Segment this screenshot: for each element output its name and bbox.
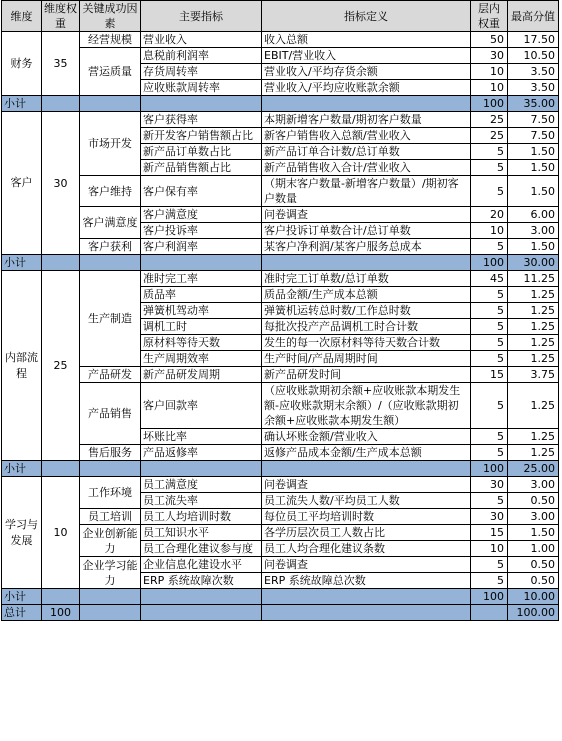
inner-weight-cell: 5 [471, 239, 508, 255]
subtotal-weight: 100 [471, 589, 508, 605]
table-row [2, 445, 559, 461]
inner-weight-cell: 5 [471, 573, 508, 589]
table-row [2, 557, 559, 573]
max-score-cell: 1.25 [508, 335, 559, 351]
definition-cell: 每位员工平均培训时数 [262, 509, 471, 525]
definition-cell: 返修产品成本金额/生产成本总额 [262, 445, 471, 461]
factor-cell: 产品研发 [80, 367, 141, 383]
factor-cell: 售后服务 [80, 445, 141, 461]
dim-weight-cell: 30 [42, 112, 80, 255]
indicator-cell: 员工合理化建议参与度 [141, 541, 262, 557]
definition-cell: 每批次投产产品调机工时合计数 [262, 319, 471, 335]
factor-cell: 生产制造 [80, 271, 141, 367]
table-row [2, 112, 559, 128]
indicator-cell: 新产品订单数占比 [141, 144, 262, 160]
factor-cell: 工作环境 [80, 477, 141, 509]
indicator-cell: 存货周转率 [141, 64, 262, 80]
inner-weight-cell: 5 [471, 351, 508, 367]
table-row [2, 32, 559, 48]
max-score-cell: 1.25 [508, 303, 559, 319]
total-dim-weight: 100 [42, 605, 80, 621]
max-score-cell: 1.50 [508, 239, 559, 255]
indicator-cell: 质品率 [141, 287, 262, 303]
inner-weight-cell: 30 [471, 48, 508, 64]
definition-cell: 各学历层次员工人数占比 [262, 525, 471, 541]
definition-cell: 员工人均合理化建议条数 [262, 541, 471, 557]
max-score-cell: 7.50 [508, 112, 559, 128]
definition-cell: 问卷调查 [262, 477, 471, 493]
definition-cell: 营业收入/平均存货余额 [262, 64, 471, 80]
max-score-cell: 1.25 [508, 445, 559, 461]
inner-weight-cell: 5 [471, 160, 508, 176]
max-score-cell: 1.50 [508, 525, 559, 541]
inner-weight-cell: 50 [471, 32, 508, 48]
max-score-cell: 1.25 [508, 351, 559, 367]
indicator-cell: 息税前利润率 [141, 48, 262, 64]
max-score-cell: 0.50 [508, 557, 559, 573]
total-label: 总计 [2, 605, 42, 621]
definition-cell: 问卷调查 [262, 557, 471, 573]
factor-cell: 产品销售 [80, 383, 141, 445]
header-row [2, 1, 559, 32]
definition-cell: 本期新增客户数量/期初客户数量 [262, 112, 471, 128]
table-row [2, 477, 559, 493]
max-score-cell: 0.50 [508, 573, 559, 589]
dim-weight-cell: 25 [42, 271, 80, 461]
subtotal-row [2, 461, 559, 477]
indicator-cell: 客户利润率 [141, 239, 262, 255]
inner-weight-cell: 5 [471, 176, 508, 207]
indicator-cell: 原材料等待天数 [141, 335, 262, 351]
max-score-cell: 3.50 [508, 80, 559, 96]
indicator-cell: 弹簧机驾动率 [141, 303, 262, 319]
max-score-cell: 3.00 [508, 223, 559, 239]
header-factor: 关键成功因素 [80, 1, 141, 32]
factor-cell: 客户获利 [80, 239, 141, 255]
max-score-cell: 1.25 [508, 383, 559, 429]
indicator-cell: 调机工时 [141, 319, 262, 335]
subtotal-label: 小计 [2, 461, 42, 477]
dim-weight-cell: 35 [42, 32, 80, 96]
max-score-cell: 3.75 [508, 367, 559, 383]
header-dim-weight: 维度权重 [42, 1, 80, 32]
subtotal-label: 小计 [2, 589, 42, 605]
max-score-cell: 1.50 [508, 160, 559, 176]
inner-weight-cell: 10 [471, 541, 508, 557]
table-row [2, 525, 559, 541]
inner-weight-cell: 5 [471, 303, 508, 319]
definition-cell: 客户投诉订单数合计/总订单数 [262, 223, 471, 239]
definition-cell: 收入总额 [262, 32, 471, 48]
subtotal-score: 30.00 [508, 255, 559, 271]
definition-cell: 新产品研发时间 [262, 367, 471, 383]
indicator-cell: 客户回款率 [141, 383, 262, 429]
total-score: 100.00 [508, 605, 559, 621]
definition-cell: 问卷调查 [262, 207, 471, 223]
subtotal-row [2, 255, 559, 271]
table-row [2, 239, 559, 255]
dimension-cell: 内部流程 [2, 271, 42, 461]
max-score-cell: 1.25 [508, 429, 559, 445]
dim-weight-cell: 10 [42, 477, 80, 589]
definition-cell: ERP 系统故障总次数 [262, 573, 471, 589]
max-score-cell: 7.50 [508, 128, 559, 144]
inner-weight-cell: 5 [471, 383, 508, 429]
definition-cell: 新产品销售收入合计/营业收入 [262, 160, 471, 176]
factor-cell: 市场开发 [80, 112, 141, 176]
definition-cell: EBIT/营业收入 [262, 48, 471, 64]
table-row [2, 367, 559, 383]
inner-weight-cell: 15 [471, 525, 508, 541]
inner-weight-cell: 5 [471, 287, 508, 303]
max-score-cell: 0.50 [508, 493, 559, 509]
definition-cell: 某客户净利润/某客户服务总成本 [262, 239, 471, 255]
factor-cell: 员工培训 [80, 509, 141, 525]
definition-cell: 新产品订单合计数/总订单数 [262, 144, 471, 160]
max-score-cell: 6.00 [508, 207, 559, 223]
indicator-cell: 客户满意度 [141, 207, 262, 223]
indicator-cell: 企业信息化建设水平 [141, 557, 262, 573]
header-indicator: 主要指标 [141, 1, 262, 32]
max-score-cell: 1.25 [508, 319, 559, 335]
table-row [2, 509, 559, 525]
definition-cell: 营业收入/平均应收账款余额 [262, 80, 471, 96]
header-max-score: 最高分值 [508, 1, 559, 32]
indicator-cell: 员工知识水平 [141, 525, 262, 541]
factor-cell: 经营规模 [80, 32, 141, 48]
max-score-cell: 10.50 [508, 48, 559, 64]
definition-cell: 确认坏账金额/营业收入 [262, 429, 471, 445]
table-row [2, 271, 559, 287]
max-score-cell: 17.50 [508, 32, 559, 48]
table-row [2, 383, 559, 429]
subtotal-weight: 100 [471, 255, 508, 271]
dimension-cell: 客户 [2, 112, 42, 255]
indicator-cell: 客户保有率 [141, 176, 262, 207]
inner-weight-cell: 5 [471, 429, 508, 445]
subtotal-score: 25.00 [508, 461, 559, 477]
dimension-cell: 财务 [2, 32, 42, 96]
definition-cell: 新客户销售收入总额/营业收入 [262, 128, 471, 144]
inner-weight-cell: 45 [471, 271, 508, 287]
inner-weight-cell: 5 [471, 319, 508, 335]
indicator-cell: 应收账款周转率 [141, 80, 262, 96]
indicator-cell: 客户投诉率 [141, 223, 262, 239]
subtotal-label: 小计 [2, 255, 42, 271]
inner-weight-cell: 10 [471, 223, 508, 239]
max-score-cell: 1.25 [508, 287, 559, 303]
inner-weight-cell: 5 [471, 493, 508, 509]
total-row [2, 605, 559, 621]
inner-weight-cell: 5 [471, 445, 508, 461]
inner-weight-cell: 5 [471, 144, 508, 160]
max-score-cell: 3.50 [508, 64, 559, 80]
factor-cell: 客户满意度 [80, 207, 141, 239]
indicator-cell: 客户获得率 [141, 112, 262, 128]
subtotal-weight: 100 [471, 461, 508, 477]
indicator-cell: ERP 系统故障次数 [141, 573, 262, 589]
definition-cell: 发生的每一次原材料等待天数合计数 [262, 335, 471, 351]
inner-weight-cell: 30 [471, 509, 508, 525]
table-row [2, 48, 559, 64]
max-score-cell: 1.50 [508, 144, 559, 160]
max-score-cell: 3.00 [508, 509, 559, 525]
balanced-scorecard-table [1, 0, 559, 621]
header-dimension: 维度 [2, 1, 42, 32]
definition-cell: 质品金额/生产成本总额 [262, 287, 471, 303]
indicator-cell: 营业收入 [141, 32, 262, 48]
inner-weight-cell: 25 [471, 112, 508, 128]
max-score-cell: 11.25 [508, 271, 559, 287]
factor-cell: 企业学习能力 [80, 557, 141, 589]
subtotal-score: 10.00 [508, 589, 559, 605]
indicator-cell: 员工满意度 [141, 477, 262, 493]
subtotal-label: 小计 [2, 96, 42, 112]
definition-cell: 员工流失人数/平均员工人数 [262, 493, 471, 509]
max-score-cell: 1.00 [508, 541, 559, 557]
definition-cell: （应收账款期初余额+应收账款本期发生额-应收账款期末余额）/（应收账款期初余额+应收账款本期发生额） [262, 383, 471, 429]
inner-weight-cell: 10 [471, 64, 508, 80]
subtotal-row [2, 589, 559, 605]
indicator-cell: 新产品销售额占比 [141, 160, 262, 176]
table-row [2, 207, 559, 223]
indicator-cell: 新开发客户销售额占比 [141, 128, 262, 144]
factor-cell: 企业创新能力 [80, 525, 141, 557]
header-definition: 指标定义 [262, 1, 471, 32]
definition-cell: （期末客户数量-新增客户数量）/期初客户数量 [262, 176, 471, 207]
indicator-cell: 员工人均培训时数 [141, 509, 262, 525]
inner-weight-cell: 5 [471, 335, 508, 351]
header-inner-weight: 层内权重 [471, 1, 508, 32]
factor-cell: 客户维持 [80, 176, 141, 207]
indicator-cell: 准时完工率 [141, 271, 262, 287]
table-row [2, 176, 559, 207]
definition-cell: 准时完工订单数/总订单数 [262, 271, 471, 287]
dimension-cell: 学习与发展 [2, 477, 42, 589]
inner-weight-cell: 30 [471, 477, 508, 493]
subtotal-row [2, 96, 559, 112]
inner-weight-cell: 25 [471, 128, 508, 144]
indicator-cell: 新产品研发周期 [141, 367, 262, 383]
definition-cell: 弹簧机运转总时数/工作总时数 [262, 303, 471, 319]
max-score-cell: 1.50 [508, 176, 559, 207]
max-score-cell: 3.00 [508, 477, 559, 493]
subtotal-score: 35.00 [508, 96, 559, 112]
inner-weight-cell: 15 [471, 367, 508, 383]
indicator-cell: 生产周期效率 [141, 351, 262, 367]
indicator-cell: 产品返修率 [141, 445, 262, 461]
inner-weight-cell: 10 [471, 80, 508, 96]
indicator-cell: 员工流失率 [141, 493, 262, 509]
inner-weight-cell: 5 [471, 557, 508, 573]
inner-weight-cell: 20 [471, 207, 508, 223]
indicator-cell: 坏账比率 [141, 429, 262, 445]
factor-cell: 营运质量 [80, 48, 141, 96]
definition-cell: 生产时间/产品周期时间 [262, 351, 471, 367]
subtotal-weight: 100 [471, 96, 508, 112]
